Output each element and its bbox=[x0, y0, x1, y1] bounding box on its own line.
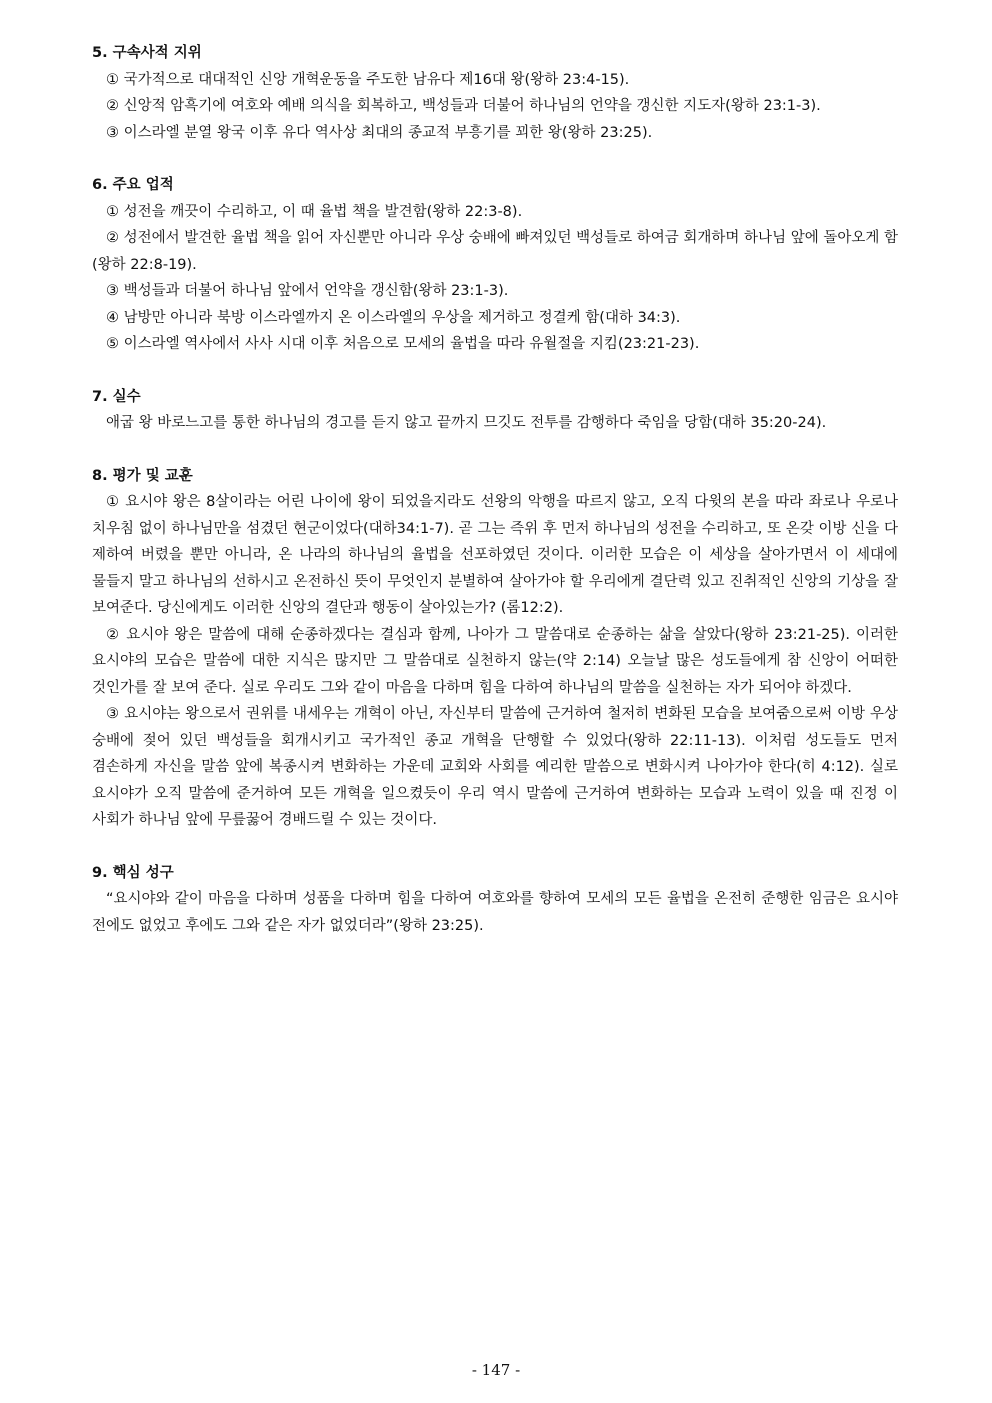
section-evaluation bbox=[92, 463, 898, 834]
section-achievements bbox=[92, 172, 898, 358]
paragraph: ③ 백성들과 더불어 하나님 앞에서 언약을 갱신함(왕하 23:1-3). bbox=[106, 283, 509, 299]
section-status bbox=[92, 40, 898, 146]
document-page bbox=[92, 40, 898, 939]
section-heading: 8. 평가 및 교훈 bbox=[92, 467, 193, 484]
section-heading: 9. 핵심 성구 bbox=[92, 864, 174, 881]
paragraph: ③ 이스라엘 분열 왕국 이후 유다 역사상 최대의 종교적 부흥기를 꾀한 왕(왕하 23:25). bbox=[106, 124, 653, 141]
paragraph: ② 요시야 왕은 말씀에 대해 순종하겠다는 결심과 함께, 나아가 그 말씀대로 순종하는 삶을 살았다(왕하 23:21-25). 이러한 요시야의 모습은 말씀에 대한 지식은 많지만 그 말씀대로 실천하지 않는(약 2:14) 오늘날 많은 성도들에게 참 신앙이 어떠한 것인가를 잘 보여 준다. 실로 우리도 그와 같이 마음을 다하며 힘을 다하여 하나님의 말씀을 실천하는 자가 되어야 하겠다. bbox=[92, 626, 898, 696]
section-heading: 7. 실수 bbox=[92, 388, 141, 405]
paragraph: ② 신앙적 암흑기에 여호와 예배 의식을 회복하고, 백성들과 더불어 하나님의 언약을 갱신한 지도자(왕하 23:1-3). bbox=[106, 98, 821, 114]
paragraph: 애굽 왕 바로느고를 통한 하나님의 경고를 듣지 않고 끝까지 므깃도 전투를 감행하다 죽임을 당함(대하 35:20-24). bbox=[106, 415, 827, 431]
paragraph: ④ 남방만 아니라 북방 이스라엘까지 온 이스라엘의 우상을 제거하고 정결케 함(대하 34:3). bbox=[106, 309, 681, 326]
paragraph: ② 성전에서 발견한 율법 책을 읽어 자신뿐만 아니라 우상 숭배에 빠져있던 백성들로 하여금 회개하며 하나님 앞에 돌아오게 함(왕하 22:8-19). bbox=[92, 230, 898, 273]
paragraph: “요시야와 같이 마음을 다하며 성품을 다하며 힘을 다하여 여호와를 향하여 모세의 모든 율법을 온전히 준행한 임금은 요시야 전에도 없었고 후에도 그와 같은 자가 없었더라”(왕하 23:25). bbox=[92, 891, 898, 934]
paragraph: ③ 요시야는 왕으로서 권위를 내세우는 개혁이 아닌, 자신부터 말씀에 근거하여 철저히 변화된 모습을 보여줌으로써 이방 우상 숭배에 젖어 있던 백성들을 회개시키고 국가적인 종교 개혁을 단행할 수 있었다(왕하 22:11-13). 이처럼 성도들도 먼저 겸손하게 자신을 말씀 앞에 복종시켜 변화하는 가운데 교회와 사회를 예리한 말씀으로 변화시켜 나아가야 한다(히 4:12). 실로 요시야가 오직 말씀에 준거하여 모든 개혁을 일으켰듯이 우리 역시 말씀에 근거하여 변화하는 모습과 노력이 있을 때 진정 이 사회가 하나님 앞에 무릎꿇어 경배드릴 수 있는 것이다. bbox=[92, 706, 898, 828]
section-heading: 5. 구속사적 지위 bbox=[92, 45, 202, 61]
paragraph: ① 국가적으로 대대적인 신앙 개혁운동을 주도한 남유다 제16대 왕(왕하 23:4-15). bbox=[106, 71, 630, 88]
paragraph: ⑤ 이스라엘 역사에서 사사 시대 이후 처음으로 모세의 율법을 따라 유월절을 지킴(23:21-23). bbox=[106, 336, 700, 352]
paragraph: ① 성전을 깨끗이 수리하고, 이 때 율법 책을 발견함(왕하 22:3-8). bbox=[106, 203, 523, 220]
section-heading: 6. 주요 업적 bbox=[92, 177, 174, 193]
section-key-verse bbox=[92, 860, 898, 940]
section-mistake bbox=[92, 384, 898, 437]
paragraph: ① 요시야 왕은 8살이라는 어린 나이에 왕이 되었을지라도 선왕의 악행을 따르지 않고, 오직 다윗의 본을 따라 좌로나 우로나 치우침 없이 하나님만을 섬겼던 현군이었다(대하34:1-7). 곧 그는 즉위 후 먼저 하나님의 성전을 수리하고, 또 온갖 이방 신을 다 제하여 버렸을 뿐만 아니라, 온 나라의 하나님의 율법을 선포하였던 것이다. 이러한 모습은 이 세상을 살아가면서 이 세대에 물들지 말고 하나님의 선하시고 온전하신 뜻이 무엇인지 분별하여 살아가야 할 우리에게 결단력 있고 진취적인 신앙의 기상을 잘 보여준다. 당신에게도 이러한 신앙의 결단과 행동이 살아있는가? (롬12:2). bbox=[92, 494, 898, 616]
page-number: - 147 - bbox=[471, 1361, 521, 1379]
